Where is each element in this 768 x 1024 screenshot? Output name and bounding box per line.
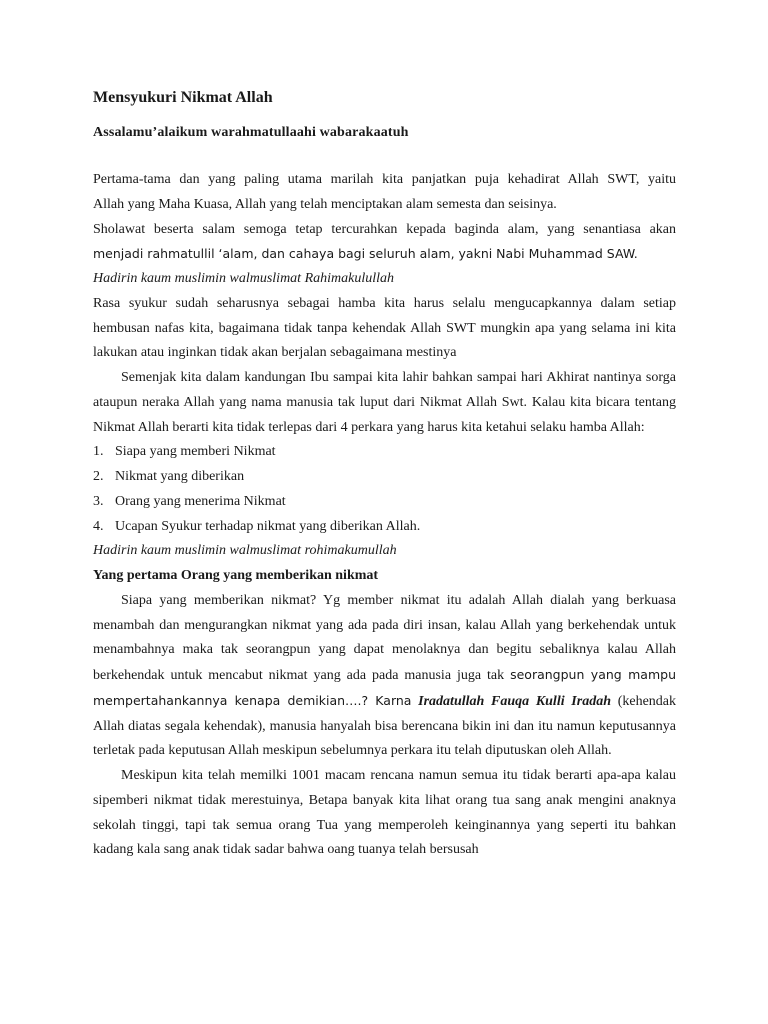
paragraph-since-womb: Semenjak kita dalam kandungan Ibu sampai kita lahir bahkan sampai hari Akhirat nantinya sorga ataupun neraka Allah yang nama manusia tak luput dari Nikmat Allah Swt. Kalau kita bicara tentang Nikmat Allah berarti kita tidak terlepas dari 4 perkara yang harus kita ketahui selaku hamba Allah: [93,370,676,435]
address-line-2: Hadirin kaum muslimin walmuslimat rohimakumullah [93,543,397,559]
paragraph-who-gives-part-a: Siapa yang memberikan nikmat? Yg member nikmat itu adalah Allah dialah yang berkuasa menambah dan mengurangkan nikmat yang ada pada diri insan, kalau Allah yang berkehendak untuk menambahnya maka tak seorangpun yang dapat menolaknya dan begitu sebaliknya kalau Allah berkehendak untuk mencabut nikmat yang ada pada manusia juga tak [93,592,676,683]
paragraph-gratitude: Rasa syukur sudah seharusnya sebagai hamba kita harus selalu mengucapkannya dalam setiap hembusan nafas kita, bagaimana tidak tanpa kehendak Allah SWT mungkin apa yang selama ini kita lakukan atau inginkan tidak akan berjalan sebagaimana mestinya [93,295,676,361]
four-matters-list [93,440,676,539]
list-number: 4. [93,518,104,534]
list-number: 2. [93,469,104,484]
arabic-phrase: Iradatullah Fauqa Kulli Iradah [418,693,611,709]
list-text: Orang yang menerima Nikmat [115,493,286,509]
list-number: 3. [93,493,104,509]
paragraph-opening-line-2: Allah yang Maha Kuasa, Allah yang telah menciptakan alam semesta dan seisinya. [93,196,557,212]
list-item [93,515,676,540]
paragraph-who-gives-part-b: seorangpun yang mampu mempertahankannya kenapa demikian….? Karna [93,667,676,708]
document-title: Mensyukuri Nikmat Allah [93,89,273,106]
list-text: Siapa yang memberi Nikmat [115,444,276,460]
paragraph-sholawat-line-1: Sholawat beserta salam semoga tetap tercurahkan kepada baginda alam, yang senantiasa akan [93,221,676,237]
list-item [93,465,676,490]
paragraph-who-gives [93,589,676,764]
list-item [93,490,676,515]
list-text: Ucapan Syukur terhadap nikmat yang diberikan Allah. [115,518,421,534]
list-item [93,440,676,465]
address-line-1: Hadirin kaum muslimin walmuslimat Rahimakulullah [93,271,394,286]
list-text: Nikmat yang diberikan [115,469,245,484]
paragraph-plans: Meskipun kita telah memilki 1001 macam rencana namun semua itu tidak berarti apa-apa kalau sipemberi nikmat tidak merestuinya, Betapa banyak kita lihat orang tua sang anak mengini anaknya sekolah tinggi, tapi tak semua orang Tua yang memperoleh keinginannya yang seperti itu bahkan kadang kala sang anak tidak sadar bahwa oang tuanya telah bersusah [93,768,676,858]
paragraph-who-gives-part-d: (kehendak Allah diatas segala kehendak), manusia hanyalah bisa berencana bikin ini dan itu namun keputusannya terletak pada keputusan Allah meskipun sebelumnya perkara itu telah diputuskan oleh Allah. [93,693,677,759]
list-number: 1. [93,444,104,460]
greeting: Assalamu’alaikum warahmatullaahi wabarakaatuh [93,125,409,140]
paragraph-sholawat-line-2: menjadi rahmatullil ‘alam, dan cahaya bagi seluruh alam, yakni Nabi Muhammad SAW. [93,246,638,262]
paragraph-opening-line-1: Pertama-tama dan yang paling utama marilah kita panjatkan puja kehadirat Allah SWT, yaitu [93,172,676,187]
section-heading-first: Yang pertama Orang yang memberikan nikmat [93,568,379,583]
